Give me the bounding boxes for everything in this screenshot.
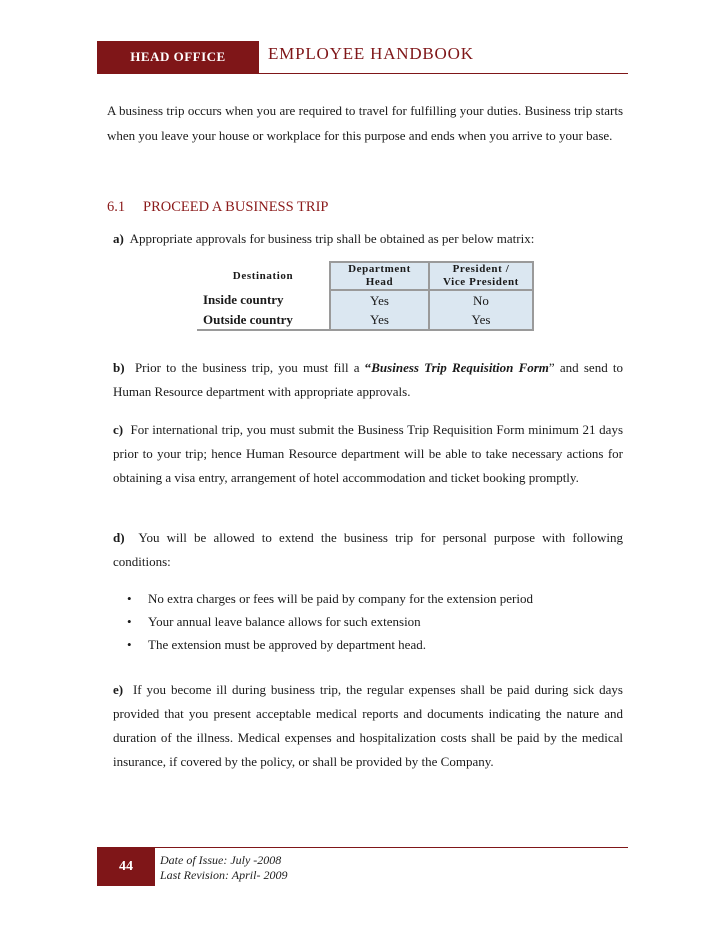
bullet-icon: • xyxy=(127,591,132,606)
item-d-label: d) xyxy=(113,530,125,545)
item-c-label: c) xyxy=(113,422,124,437)
matrix-row-dept: Yes xyxy=(330,290,429,310)
intro-paragraph: A business trip occurs when you are required to travel for fulfilling your duties. Business trip starts when you leave your house or workplace for this purpose and ends when you arrive to your base. xyxy=(107,103,623,143)
matrix-row-destination: Inside country xyxy=(197,290,330,310)
page-number-badge xyxy=(97,848,155,886)
header-office-badge xyxy=(97,41,259,73)
matrix-row-destination: Outside country xyxy=(197,310,330,330)
matrix-header-dept-line1: Department xyxy=(348,263,411,275)
matrix-header-dept-line2: Head xyxy=(365,276,394,288)
item-b-quote-close: ” xyxy=(548,360,555,375)
item-c xyxy=(113,418,623,490)
page-number: 44 xyxy=(119,859,133,874)
header-rule xyxy=(97,73,628,74)
matrix-row-president: Yes xyxy=(429,310,533,330)
item-b-post: and send to Human Resource department with appropriate approvals. xyxy=(113,360,623,399)
bullet-icon: • xyxy=(127,614,132,629)
list-item-text: No extra charges or fees will be paid by company for the extension period xyxy=(148,591,533,606)
last-revision: Last Revision: April- 2009 xyxy=(160,868,288,882)
conditions-list xyxy=(127,587,533,656)
item-c-text: For international trip, you must submit the Business Trip Requisition Form minimum 21 days prior to your trip; hence Human Resource department will be able to take necessary actions for obtaining a visa entry, arrangement of hotel accommodation and ticket booking promptly. xyxy=(113,422,624,485)
item-d xyxy=(113,526,623,574)
list-item xyxy=(127,610,533,633)
section-number: 6.1 xyxy=(107,199,126,215)
item-a xyxy=(113,227,623,251)
item-b-quote-open: “ xyxy=(364,360,372,375)
matrix-header-president xyxy=(429,262,533,290)
matrix-row xyxy=(197,290,533,310)
item-b-label: b) xyxy=(113,360,125,375)
item-a-text: Appropriate approvals for business trip shall be obtained as per below matrix: xyxy=(129,231,535,246)
item-b xyxy=(113,356,623,404)
matrix-header-row xyxy=(197,262,533,290)
item-b-pre: Prior to the business trip, you must fill a xyxy=(134,360,365,375)
matrix-header-president-line2: Vice President xyxy=(443,276,519,288)
section-heading xyxy=(107,199,328,216)
item-d-text: You will be allowed to extend the business trip for personal purpose with following conditions: xyxy=(113,530,623,569)
footer-rule xyxy=(97,847,628,848)
matrix-row-president: No xyxy=(429,290,533,310)
list-item-text: The extension must be approved by department head. xyxy=(148,637,426,652)
section-title: PROCEED A BUSINESS TRIP xyxy=(143,199,329,215)
approval-matrix xyxy=(197,261,534,331)
item-e-label: e) xyxy=(113,682,124,697)
matrix-header-destination: Destination xyxy=(232,269,294,282)
item-a-label: a) xyxy=(113,231,124,246)
list-item-text: Your annual leave balance allows for such extension xyxy=(148,614,421,629)
matrix-header-dept xyxy=(330,262,429,290)
header-title: EMPLOYEE HANDBOOK xyxy=(268,44,474,63)
bullet-icon: • xyxy=(127,637,132,652)
header-office-label: HEAD OFFICE xyxy=(130,49,226,64)
matrix-header-president-line1: President / xyxy=(452,263,510,275)
item-e-text: If you become ill during business trip, the regular expenses shall be paid during sick days provided that you present acceptable medical reports and documents indicating the nature and duration of the illness. Medical expenses and hospitalization costs shall be paid by the medical insurance, if covered by the policy, or shall be provided by the Company. xyxy=(113,682,623,769)
footer-dates xyxy=(160,853,287,883)
matrix-row xyxy=(197,310,533,330)
item-e xyxy=(113,678,623,774)
item-b-form-name: Business Trip Requisition Form xyxy=(371,360,549,375)
matrix-row-dept: Yes xyxy=(330,310,429,330)
date-of-issue: Date of Issue: July -2008 xyxy=(160,853,282,867)
list-item xyxy=(127,633,533,656)
list-item xyxy=(127,587,533,610)
